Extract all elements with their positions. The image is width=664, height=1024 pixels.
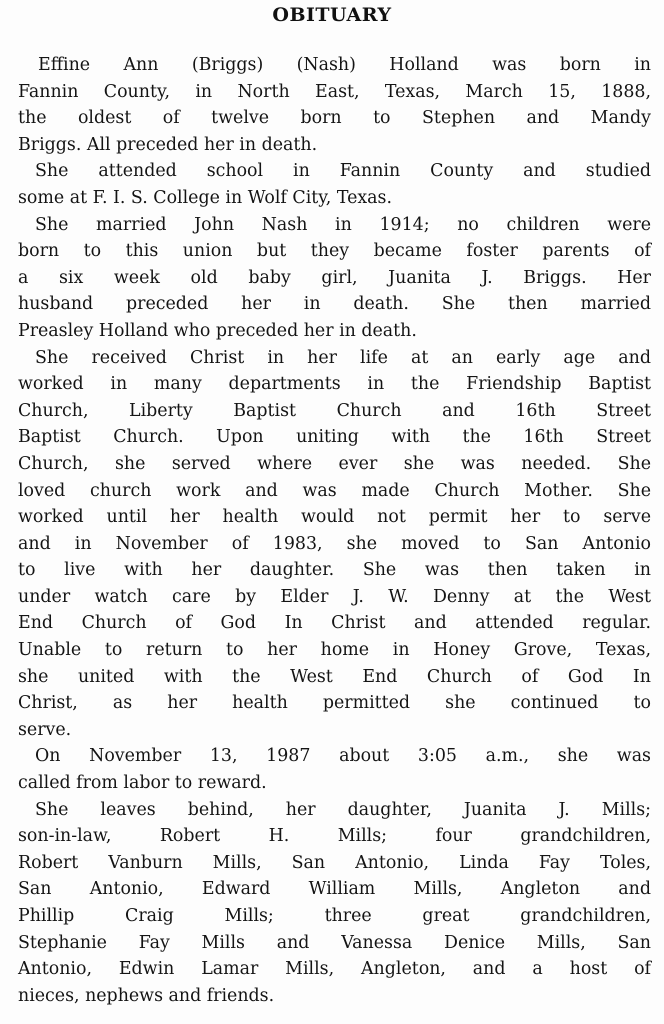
text-line: and in November of 1983, she moved to San Antonio: [18, 533, 651, 554]
text-line: She attended school in Fannin County and studied: [35, 161, 651, 182]
text-line: to live with her daughter. She was then taken in: [18, 560, 651, 581]
page-title: OBITUARY: [272, 4, 392, 26]
text-line: She received Christ in her life at an early age and: [35, 347, 651, 368]
text-line: Stephanie Fay Mills and Vanessa Denice Mills, San: [18, 932, 651, 953]
text-line: Phillip Craig Mills; three great grandchildren,: [18, 906, 651, 926]
text-line: born to this union but they became foster parents of: [18, 241, 651, 262]
text-line: Christ, as her health permitted she continued to: [18, 693, 651, 714]
obituary-text: [18, 52, 651, 1009]
text-line: the oldest of twelve born to Stephen and Mandy: [18, 108, 651, 129]
text-line: Preasley Holland who preceded her in death.: [18, 320, 417, 341]
text-line: worked until her health would not permit her to serve: [18, 507, 651, 528]
text-line: some at F. I. S. College in Wolf City, Texas.: [18, 187, 392, 208]
text-line: On November 13, 1987 about 3:05 a.m., she was: [35, 746, 651, 767]
text-line: called from labor to reward.: [18, 773, 267, 794]
text-line: son-in-law, Robert H. Mills; four grandchildren,: [18, 826, 651, 847]
text-line: Baptist Church. Upon uniting with the 16th Street: [18, 427, 651, 448]
text-line: San Antonio, Edward William Mills, Angleton and: [18, 879, 651, 900]
text-line: worked in many departments in the Friendship Baptist: [18, 374, 651, 395]
text-line: nieces, nephews and friends.: [18, 985, 275, 1006]
text-line: a six week old baby girl, Juanita J. Briggs. Her: [18, 267, 651, 288]
text-line: loved church work and was made Church Mother. She: [18, 480, 651, 501]
text-line: she united with the West End Church of God In: [18, 666, 651, 687]
text-line: Unable to return to her home in Honey Grove, Texas,: [18, 640, 651, 661]
text-line: She leaves behind, her daughter, Juanita J. Mills;: [35, 799, 651, 820]
text-line: End Church of God In Christ and attended regular.: [18, 613, 651, 634]
text-line: under watch care by Elder J. W. Denny at the West: [18, 586, 651, 607]
text-line: Antonio, Edwin Lamar Mills, Angleton, and a host of: [18, 959, 651, 980]
text-line: husband preceded her in death. She then married: [18, 294, 651, 315]
text-line: Church, she served where ever she was needed. She: [18, 453, 651, 474]
text-line: Briggs. All preceded her in death.: [18, 134, 318, 155]
text-line: Robert Vanburn Mills, San Antonio, Linda Fay Toles,: [18, 852, 651, 873]
text-line: Effine Ann (Briggs) (Nash) Holland was born in: [38, 55, 651, 75]
text-line: Church, Liberty Baptist Church and 16th Street: [18, 400, 651, 421]
text-line: serve.: [18, 719, 72, 740]
text-line: She married John Nash in 1914; no children were: [35, 214, 651, 235]
text-line: Fannin County, in North East, Texas, March 15, 1888,: [18, 81, 651, 102]
